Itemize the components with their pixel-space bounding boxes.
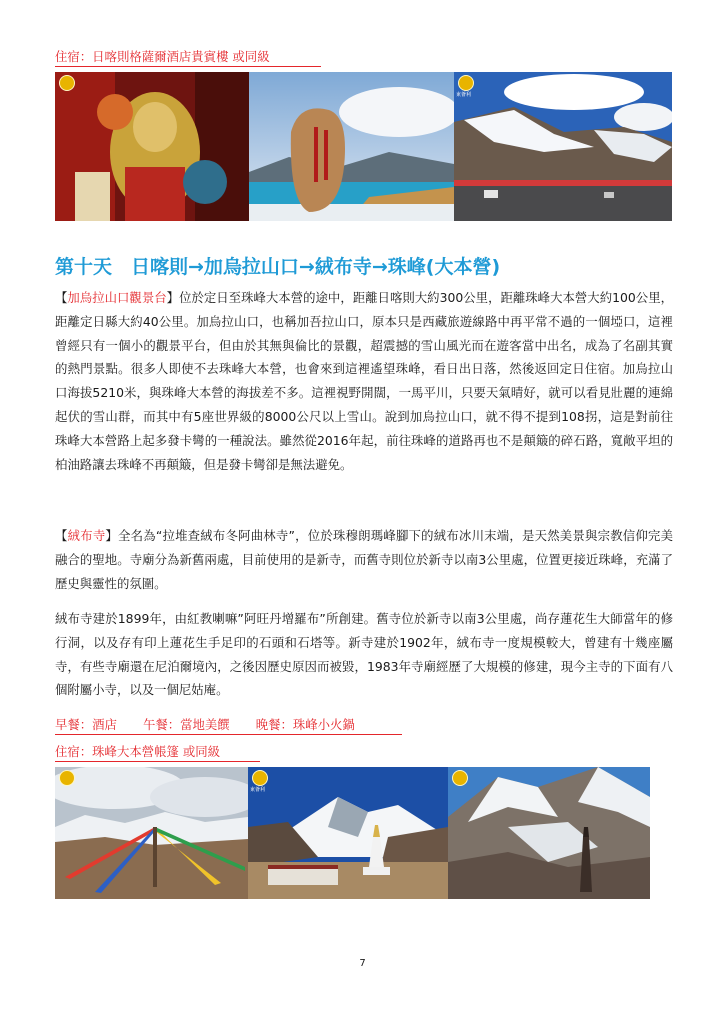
temple-statue-photo <box>55 72 249 221</box>
section-rongbuk-history: 絨布寺建於1899年，由紅教喇嘛”阿旺丹增羅布”所創建。舊寺位於新寺以南3公里處，尚存蓮花生大師當年的修行洞，以及存有印上蓮花生手足印的石頭和石塔等。新寺建於1902年，絨布寺一度規模較大，曾建有十幾座屬寺，有些寺廟還在尼泊爾境內，之後因歷史原因而被毀，1983年寺廟經歷了大規模的修建，現今主寺的下面有八個附屬小寺，以及一個尼姑庵。 <box>55 611 673 698</box>
page-number: 7 <box>359 958 366 969</box>
section-text-jiawula: 位於定日至珠峰大本營的途中，距離日喀則大約300公里，距離珠峰大本營大約100公里，距離定日縣大約40公里。加烏拉山口，也稱加吾拉山口，原本只是西藏旅遊線路中再平常不過的一個埡口，這裡曾經只有一個小的觀景平台，但由於其無與倫比的景觀，超震撼的雪山風光而在遊客當中出名，成為了名副其實的熱門景點。很多人即使不去珠峰大本營，也會來到這裡遙望珠峰，看日出日落，然後返回定日住宿。加烏拉山口海拔5210米，與珠峰大本營的海拔差不多。這裡視野開闊，一馬平川，只要天氣晴好，就可以看見壯麗的連綿起伏的雪山群，而其中有5座世界級的8000公尺以上雪山。說到加烏拉山口，就不得不提到108拐，這是對前往珠峰大本營路上起多發卡彎的一種說法。雖然從2016年起，前往珠峰的道路再也不是顛簸的碎石路，寬敞平坦的柏油路讓去珠峰不再顛簸，但是發卡彎卻是無法避免。 <box>55 290 673 472</box>
watermark-logo-icon <box>458 75 474 91</box>
yamdrok-lake-stone-photo <box>249 72 454 221</box>
watermark-logo-icon <box>59 75 75 91</box>
section-bracket: 【 <box>55 528 68 543</box>
rongbuk-monastery-everest-photo <box>248 767 448 899</box>
top-lodging: 住宿：日喀則格薩爾酒店貴賓樓 或同級 <box>55 49 270 64</box>
lunch-text: 午餐：當地美饌 <box>142 717 230 732</box>
section-label-rongbuk: 絨布寺 <box>67 528 106 543</box>
watermark-caption: 東薈利 <box>250 787 266 793</box>
top-photo-row <box>55 72 672 221</box>
bottom-lodging: 住宿：珠峰大本營帳篷 或同級 <box>55 744 221 759</box>
dinner-text: 晚餐：珠峰小火鍋 <box>255 717 355 732</box>
section-bracket: 【 <box>55 290 68 305</box>
section-jiawula-pass <box>55 286 673 476</box>
breakfast-text: 早餐：酒店 <box>55 717 117 732</box>
bottom-lodging-underline <box>55 761 260 762</box>
watermark-logo-icon <box>59 770 75 786</box>
section-bracket: 】 <box>105 528 119 543</box>
section-text-rongbuk: 全名為“拉堆查絨布冬阿曲林寺”，位於珠穆朗瑪峰腳下的絨布冰川末端，是天然美景與宗教信仰完美融合的聖地。寺廟分為新舊兩處，目前使用的是新寺，而舊寺則位於新寺以南3公里處，位置更接近珠峰，充滿了歷史與靈性的氛圍。 <box>55 528 674 591</box>
watermark-logo-icon <box>452 770 468 786</box>
meals-line <box>55 715 355 733</box>
glacier-viewpoint-photo <box>454 72 672 221</box>
section-bracket: 】 <box>166 290 180 305</box>
section-rongbuk-monastery <box>55 524 673 595</box>
watermark-caption: 東薈利 <box>456 92 472 98</box>
section-label-jiawula: 加烏拉山口觀景台 <box>67 290 167 305</box>
bottom-photo-row <box>55 767 650 899</box>
everest-stupa-photo <box>448 767 650 899</box>
meals-underline <box>55 734 402 735</box>
watermark-logo-icon <box>252 770 268 786</box>
day-title: 第十天 日喀則→加烏拉山口→絨布寺→珠峰(大本營) <box>55 256 501 278</box>
top-lodging-underline <box>55 66 321 67</box>
prayer-flags-pass-photo <box>55 767 248 899</box>
